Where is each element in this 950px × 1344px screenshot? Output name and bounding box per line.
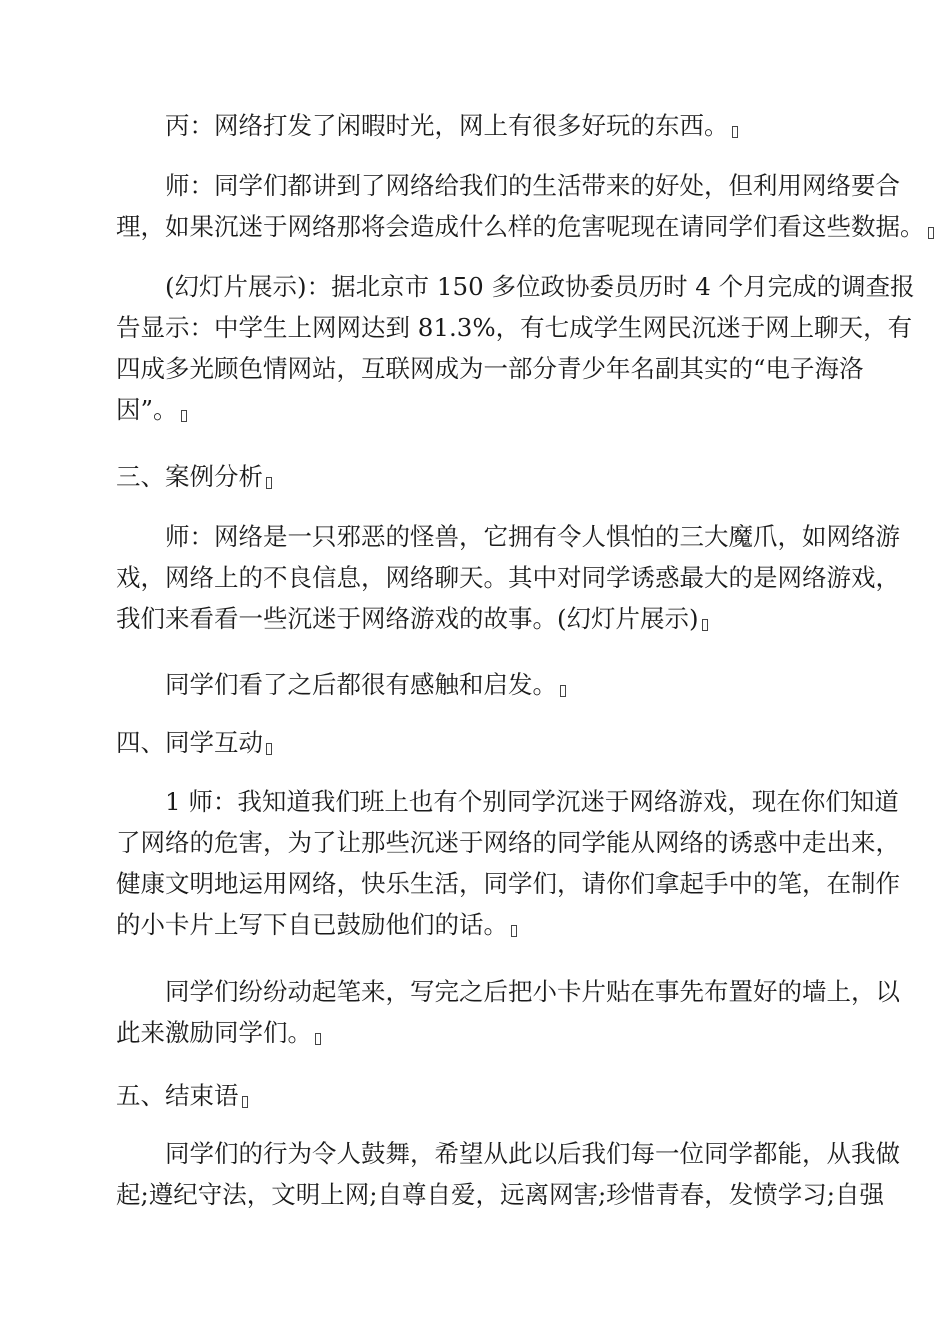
paragraph-line bbox=[116, 1018, 321, 1048]
paragraph-line bbox=[116, 272, 915, 302]
paragraph-line bbox=[116, 212, 934, 242]
line-text: 师：同学们都讲到了网络给我们的生活带来的好处，但利用网络要合 bbox=[116, 171, 900, 200]
paragraph-line bbox=[116, 313, 912, 343]
paragraph-mark-icon bbox=[242, 1096, 248, 1108]
paragraph-mark-icon bbox=[732, 126, 738, 138]
line-text: 戏，网络上的不良信息，网络聊天。其中对同学诱惑最大的是网络游戏， bbox=[116, 563, 900, 592]
paragraph-line bbox=[116, 171, 900, 201]
paragraph-mark-icon bbox=[560, 685, 566, 697]
section-heading bbox=[116, 728, 272, 758]
paragraph-line bbox=[116, 354, 864, 384]
line-text: 起;遵纪守法，文明上网;自尊自爱，远离网害;珍惜青春，发愤学习;自强 bbox=[116, 1180, 885, 1209]
line-text: 我们来看看一些沉迷于网络游戏的故事。(幻灯片展示) bbox=[116, 604, 699, 633]
line-text: 四、同学互动 bbox=[116, 728, 263, 757]
paragraph-line bbox=[116, 522, 900, 552]
paragraph-line bbox=[116, 910, 517, 940]
paragraph-line bbox=[116, 1139, 900, 1169]
paragraph-mark-icon bbox=[511, 925, 517, 937]
paragraph-line bbox=[116, 111, 738, 141]
paragraph-line bbox=[116, 977, 900, 1007]
section-heading bbox=[116, 462, 272, 492]
line-text: 了网络的危害，为了让那些沉迷于网络的同学能从网络的诱惑中走出来， bbox=[116, 828, 900, 857]
paragraph-mark-icon bbox=[266, 743, 272, 755]
paragraph-mark-icon bbox=[181, 410, 187, 422]
paragraph-line bbox=[116, 395, 187, 425]
paragraph-line bbox=[116, 604, 708, 634]
line-text: 理，如果沉迷于网络那将会造成什么样的危害呢现在请同学们看这些数据。 bbox=[116, 212, 925, 241]
paragraph-line bbox=[116, 563, 900, 593]
paragraph-mark-icon bbox=[702, 619, 708, 631]
line-text: 五、结束语 bbox=[116, 1081, 239, 1110]
paragraph-line bbox=[116, 828, 900, 858]
paragraph-line bbox=[116, 787, 899, 817]
line-text: 1 师：我知道我们班上也有个别同学沉迷于网络游戏，现在你们知道 bbox=[116, 787, 899, 816]
line-text: 三、案例分析 bbox=[116, 462, 263, 491]
paragraph-mark-icon bbox=[315, 1033, 321, 1045]
paragraph-line bbox=[116, 869, 900, 899]
line-text: 师：网络是一只邪恶的怪兽，它拥有令人惧怕的三大魔爪，如网络游 bbox=[116, 522, 900, 551]
line-text: 健康文明地运用网络，快乐生活，同学们，请你们拿起手中的笔，在制作 bbox=[116, 869, 900, 898]
line-text: 同学们纷纷动起笔来，写完之后把小卡片贴在事先布置好的墙上，以 bbox=[116, 977, 900, 1006]
line-text: 的小卡片上写下自已鼓励他们的话。 bbox=[116, 910, 508, 939]
line-text: 四成多光顾色情网站，互联网成为一部分青少年名副其实的“电子海洛 bbox=[116, 354, 864, 383]
line-text: 同学们看了之后都很有感触和启发。 bbox=[116, 670, 557, 699]
line-text: 此来激励同学们。 bbox=[116, 1018, 312, 1047]
paragraph-line bbox=[116, 670, 566, 700]
line-text: 因”。 bbox=[116, 395, 178, 424]
line-text: 丙：网络打发了闲暇时光，网上有很多好玩的东西。 bbox=[116, 111, 729, 140]
paragraph-mark-icon bbox=[928, 227, 934, 239]
line-text: (幻灯片展示)：据北京市 150 多位政协委员历时 4 个月完成的调查报 bbox=[116, 272, 915, 301]
section-heading bbox=[116, 1081, 248, 1111]
line-text: 同学们的行为令人鼓舞，希望从此以后我们每一位同学都能，从我做 bbox=[116, 1139, 900, 1168]
line-text: 告显示：中学生上网网达到 81.3%，有七成学生网民沉迷于网上聊天，有 bbox=[116, 313, 913, 342]
paragraph-mark-icon bbox=[266, 477, 272, 489]
paragraph-line bbox=[116, 1180, 884, 1210]
